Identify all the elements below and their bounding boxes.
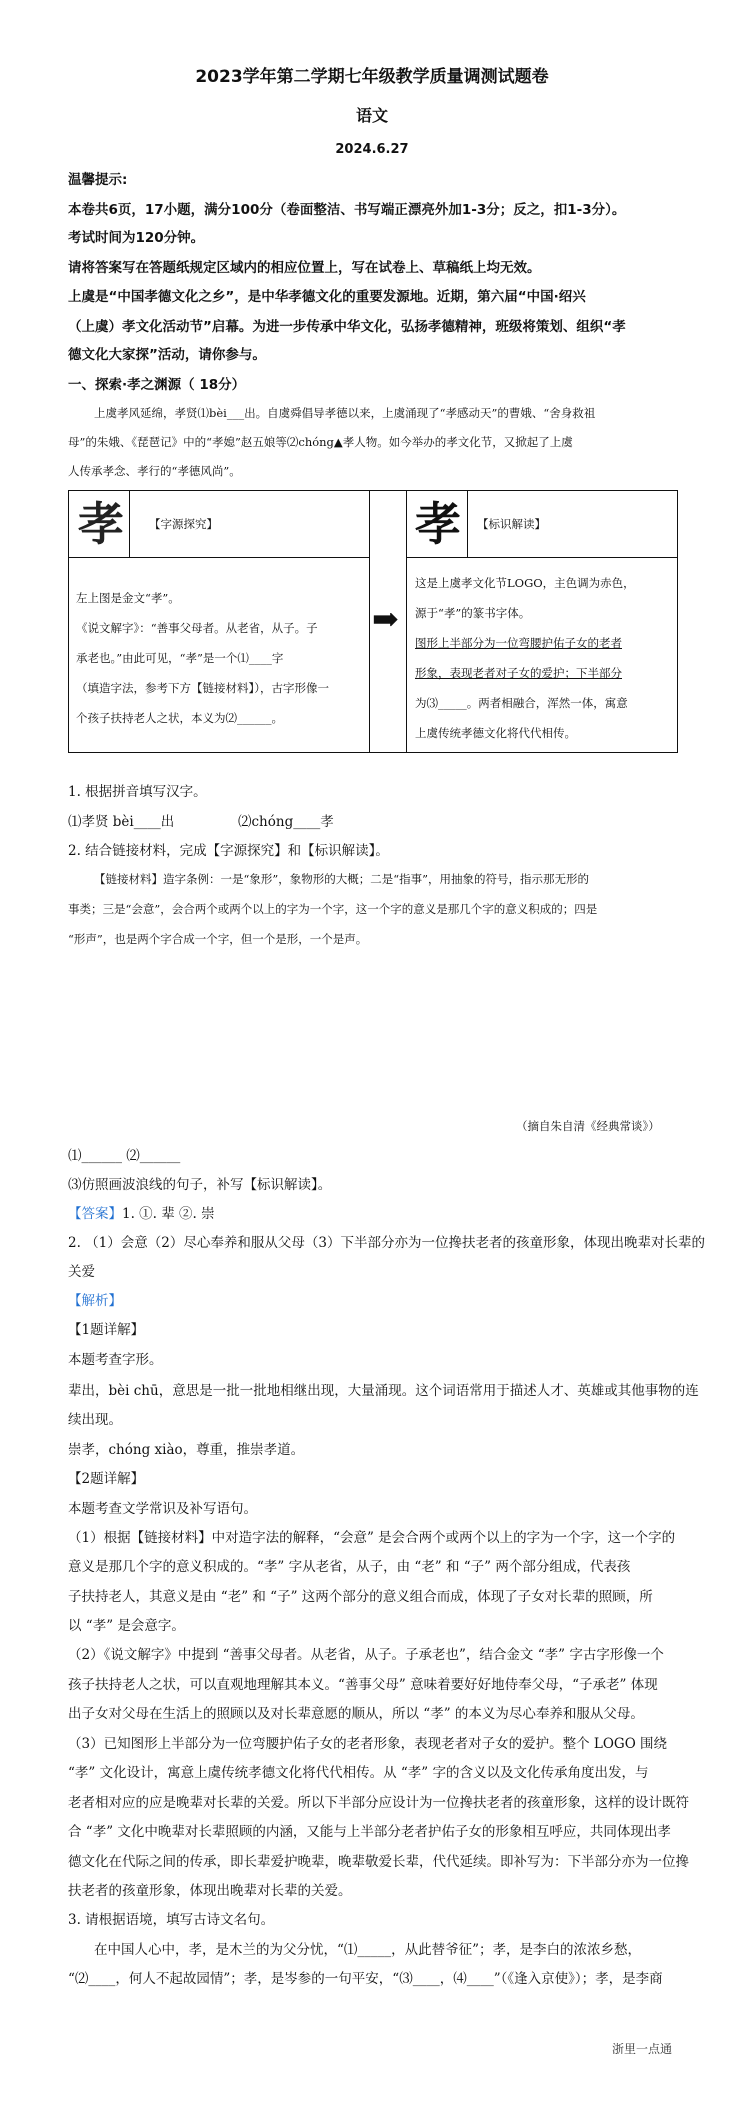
q3-line-2: “⑵____，何人不起故园情”；孝，是岑参的一句平安，“⑶____，⑷____”（《逢入京使》）；孝，是李商 [68, 1971, 663, 1987]
answer-1: 1. ①. 辈 ②. 崇 [122, 1206, 215, 1222]
left-body-line: 左上图是金文“孝”。 [76, 591, 180, 605]
analysis-text: 续出现。 [68, 1412, 122, 1428]
passage-line-3: 人传承孝念、孝行的“孝德风尚”。 [68, 464, 241, 478]
q2-blanks: ⑴______ ⑵______ [68, 1148, 181, 1164]
left-body-cell [68, 557, 370, 753]
left-body [76, 583, 329, 733]
tips-line-2: 考试时间为120分钟。 [68, 230, 205, 246]
analysis-text: 本题考查文学常识及补写语句。 [68, 1501, 257, 1517]
analysis-text: 合 “孝” 文化中晚辈对长辈照顾的内涵，又能与上半部分老者护佑子女的形象相互呼应，共同体现出孝 [68, 1824, 671, 1840]
intro-line-1: 上虞是“中国孝德文化之乡”，是中华孝德文化的重要发源地。近期，第六届“中国·绍兴 [68, 289, 586, 305]
analysis-text: 老者相对应的应是晚辈对长辈的关爱。所以下半部分应设计为一位搀扶老者的孩童形象，这样的设计既符 [68, 1795, 689, 1811]
q3-stem: 3. 请根据语境，填写古诗文名句。 [68, 1912, 275, 1928]
q2-stem: 2. 结合链接材料，完成【字源探究】和【标识解读】。 [68, 843, 389, 859]
intro-line-2: （上虞）孝文化活动节”启幕。为进一步传承中华文化，弘扬孝德精神，班级将策划、组织“孝 [68, 319, 626, 335]
right-body-line: 这是上虞孝文化节LOGO，主色调为赤色， [415, 576, 635, 590]
source-citation: （摘自朱自清《经典常谈》） [516, 1119, 660, 1133]
left-body-line: （填造字法，参考下方【链接材料】），古字形像一 [76, 681, 329, 695]
analysis-text: 本题考查字形。 [68, 1352, 163, 1368]
q1-stem: 1. 根据拼音填写汉字。 [68, 784, 207, 800]
left-body-line: 个孩子扶持老人之状，本义为⑵______。 [76, 711, 283, 725]
right-body [415, 568, 635, 748]
right-tag: 【标识解读】 [477, 517, 546, 531]
tips-line-3: 请将答案写在答题纸规定区域内的相应位置上，写在试卷上、草稿纸上均无效。 [68, 260, 541, 276]
right-body-cell [406, 557, 678, 753]
analysis-text: “孝” 文化设计，寓意上虞传统孝德文化将代代相传。从 “孝” 字的含义以及文化传承角度出发，与 [68, 1765, 649, 1781]
info-table [68, 490, 678, 753]
divider [129, 491, 130, 557]
analysis-text: 以 “孝” 是会意字。 [68, 1618, 185, 1634]
left-body-line: 《说文解字》：“善事父母者。从老省，从子。子 [76, 621, 318, 635]
analysis-text: 扶老者的孩童形象，体现出晚辈对长辈的关爱。 [68, 1883, 352, 1899]
analysis-text: 意义是那几个字的意义积成的。“孝” 字从老省，从子，由 “老” 和 “子” 两个部分组成，代表孩 [68, 1559, 631, 1575]
watermark-text: 浙里一点通 [612, 2042, 673, 2056]
right-arrow-icon: ➡ [372, 600, 399, 638]
q1-sub-2: ⑵chóng____孝 [238, 814, 334, 830]
answer-2b: 关爱 [68, 1264, 95, 1280]
link-material-1: 【链接材料】造字条例：一是“象形”，象物形的大概；二是“指事”，用抽象的符号，指示那无形的 [94, 872, 590, 886]
left-header-cell [68, 490, 370, 558]
right-body-line: 源于“孝”的篆书字体。 [415, 606, 531, 620]
analysis-text: （2）《说文解字》中提到 “善事父母者。从老省，从子。子承老也”，结合金文 “孝” 字古字形像一个 [68, 1647, 664, 1663]
analysis-text: 子扶持老人，其意义是由 “老” 和 “子” 这两个部分的意义组合而成，体现了子女对长辈的照顾，所 [68, 1589, 653, 1605]
left-tag: 【字源探究】 [149, 517, 218, 531]
exam-title: 2023学年第二学期七年级教学质量调测试题卷 [195, 67, 549, 87]
answer-label: 【答案】 [68, 1206, 122, 1222]
logo-xiao-glyph: 孝 [415, 497, 461, 551]
answer-2a: 2. （1）会意（2）尽心奉养和服从父母（3）下半部分亦为一位搀扶老者的孩童形象，体现出晚辈对长辈的 [68, 1235, 705, 1251]
right-body-line: 上虞传统孝德文化将代代相传。 [415, 726, 576, 740]
passage-line-2: 母”的朱娥、《琵琶记》中的“孝媳”赵五娘等⑵chóng▲孝人物。如今举办的孝文化节，又掀起了上虞 [68, 435, 573, 449]
wavy-underline-sentence: 图形上半部分为一位弯腰护佑子女的老者 [415, 636, 622, 650]
analysis-text: 出子女对父母在生活上的照顾以及对长辈意愿的顺从，所以 “孝” 的本义为尽心奉养和服从父母。 [68, 1706, 644, 1722]
passage-line-1: 上虞孝风延绵，孝贤⑴bèi___出。自虞舜倡导孝德以来，上虞涌现了“孝感动天”的曹娥、“舍身救祖 [94, 406, 596, 420]
tips-heading: 温馨提示: [68, 172, 128, 188]
tips-line-1: 本卷共6页，17小题，满分100分（卷面整洁、书写端正漂亮外加1-3分；反之，扣1-3分）。 [68, 202, 626, 218]
link-material-3: “形声”，也是两个字合成一个字，但一个是形，一个是声。 [68, 932, 368, 946]
analysis-text: 孩子扶持老人之状，可以直观地理解其本义。“善事父母” 意味着要好好地侍奉父母，“子承老” 体现 [68, 1677, 658, 1693]
section-heading: 一、探索·孝之渊源（ 18分） [68, 377, 246, 393]
q1-sub-1: ⑴孝贤 bèi____出 [68, 814, 175, 830]
intro-line-3: 德文化大家探”活动，请你参与。 [68, 347, 266, 363]
analysis-text: （3）已知图形上半部分为一位弯腰护佑子女的老者形象，表现老者对子女的爱护。整个 LOGO 围绕 [68, 1736, 668, 1752]
analysis-text: 辈出，bèi chū，意思是一批一批地相继出现，大量涌现。这个词语常用于描述人才、英雄或其他事物的连 [68, 1383, 699, 1399]
q2-detail-heading: 【2题详解】 [68, 1471, 145, 1487]
analysis-text: （1）根据【链接材料】中对造字法的解释，“会意” 是会合两个或两个以上的字为一个字，这一个字的 [68, 1530, 676, 1546]
q2-sub-3: ⑶仿照画波浪线的句子，补写【标识解读】。 [68, 1177, 332, 1193]
answer-line-1 [68, 1204, 215, 1224]
arrow-cell [369, 490, 407, 753]
right-header-cell [406, 490, 678, 558]
right-body-line: 为⑶_____。两者相融合，浑然一体，寓意 [415, 696, 628, 710]
left-body-line: 承老也。”由此可见，“孝”是一个⑴____字 [76, 651, 284, 665]
analysis-text: 德文化在代际之间的传承，即长辈爱护晚辈，晚辈敬爱长辈，代代延续。即补写为：下半部分亦为一位搀 [68, 1854, 689, 1870]
q1-detail-heading: 【1题详解】 [68, 1322, 145, 1338]
jinwen-xiao-glyph: 孝 [78, 497, 124, 551]
wavy-underline-sentence: 形象，表现老者对子女的爱护；下半部分 [415, 666, 622, 680]
subject-title: 语文 [355, 106, 388, 125]
link-material-2: 事类；三是“会意”，会合两个或两个以上的字为一个字，这一个字的意义是那几个字的意义积成的；四是 [68, 902, 598, 916]
divider [467, 491, 468, 557]
analysis-label: 【解析】 [68, 1293, 122, 1309]
q3-line-1: 在中国人心中，孝，是木兰的为父分忧，“⑴_____，从此替爷征”；孝，是李白的浓浓乡愁， [94, 1942, 642, 1958]
analysis-text: 崇孝，chóng xiào，尊重，推崇孝道。 [68, 1442, 305, 1458]
exam-date: 2024.6.27 [335, 142, 409, 157]
